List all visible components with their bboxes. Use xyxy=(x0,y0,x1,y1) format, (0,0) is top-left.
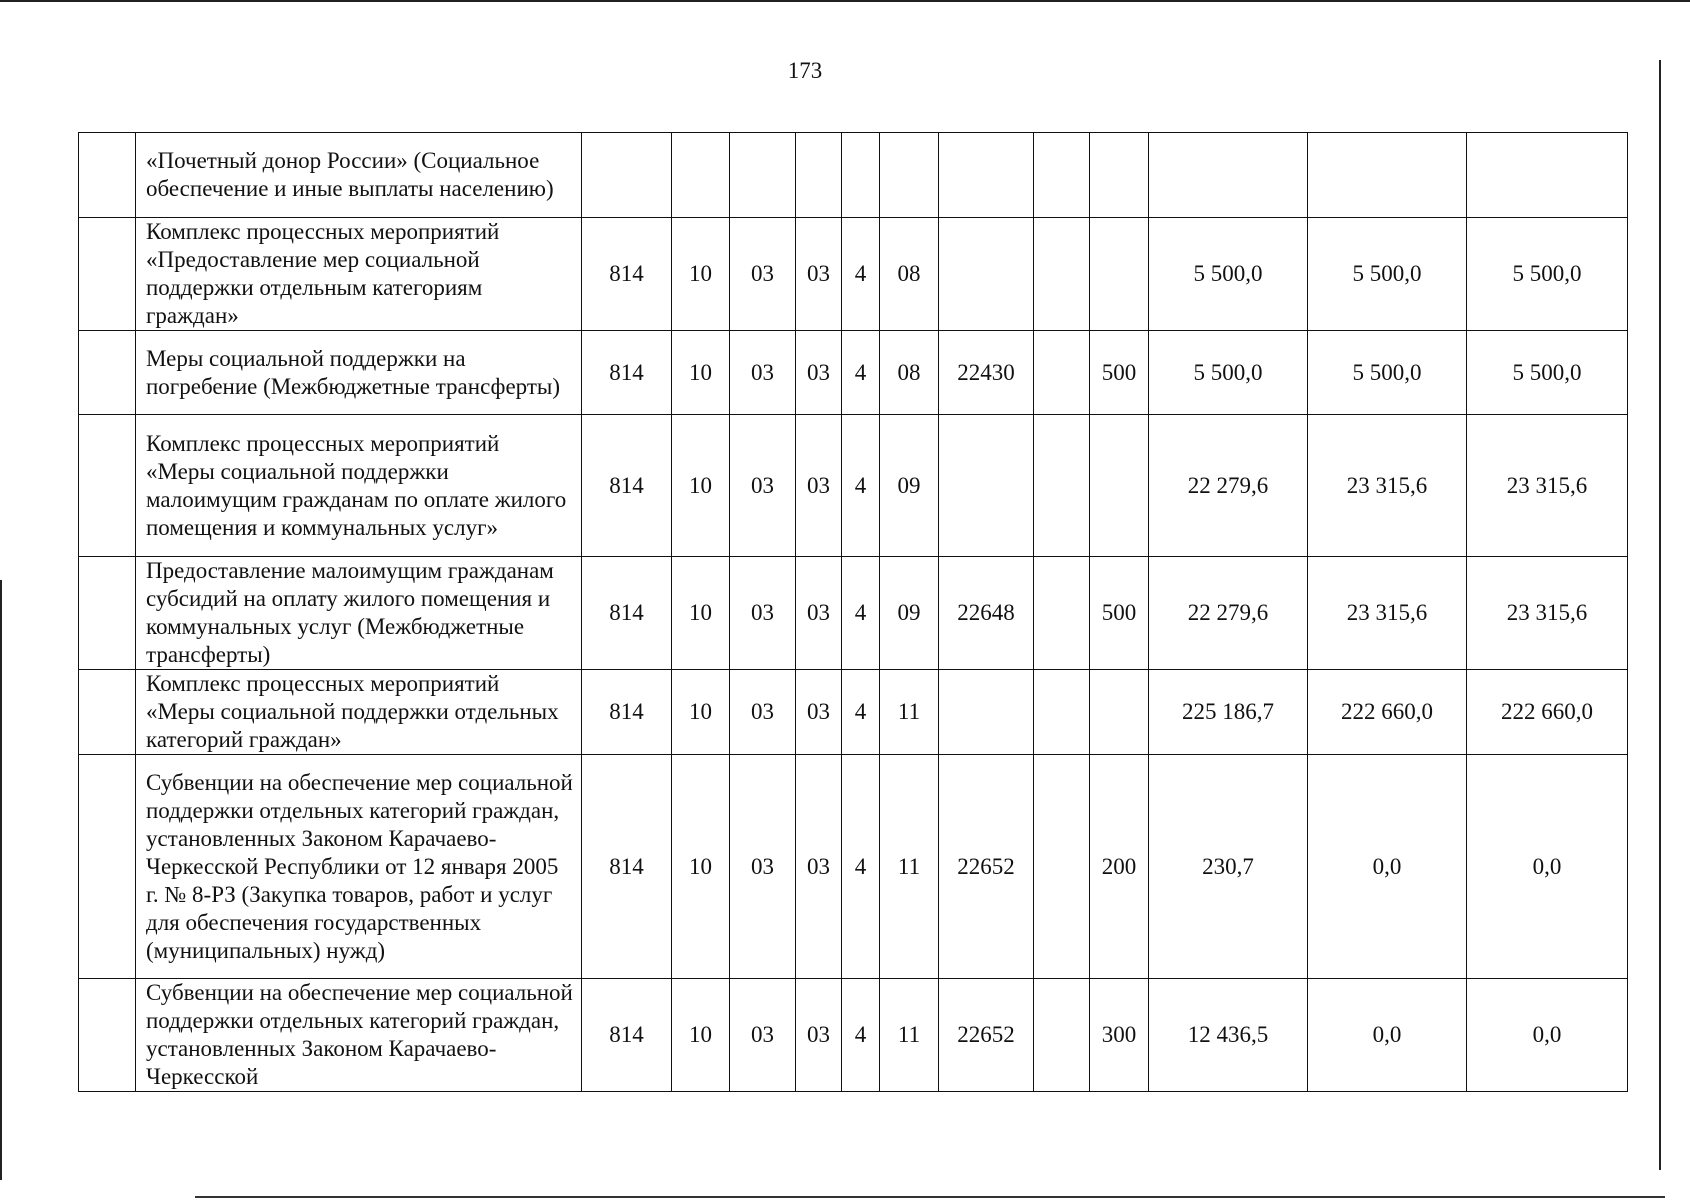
program-type-cell: 4 xyxy=(842,415,880,557)
gr-code-cell xyxy=(582,133,672,218)
amount-year2-cell: 222 660,0 xyxy=(1308,670,1467,755)
subprogram-cell: 08 xyxy=(880,218,939,331)
amount-year1-cell: 230,7 xyxy=(1149,755,1308,979)
row-number-cell xyxy=(79,133,136,218)
description-cell: Субвенции на обеспечение мер социальной поддержки отдельных категорий граждан, установленных Законом Карачаево-Черкесской xyxy=(136,979,582,1092)
description-cell: Субвенции на обеспечение мер социальной поддержки отдельных категорий граждан, установленных Законом Карачаево-Черкесской Республики от 12 января 2005 г. № 8-РЗ (Закупка товаров, работ и услуг для обеспечения государственных (муниципальных) нужд) xyxy=(136,755,582,979)
expense-type-cell: 300 xyxy=(1090,979,1149,1092)
scan-edge-left xyxy=(0,580,2,1180)
program-type-cell: 4 xyxy=(842,218,880,331)
direction-cell xyxy=(939,670,1034,755)
gr-code-cell: 814 xyxy=(582,331,672,415)
table-row xyxy=(79,415,1628,557)
gr-code-cell: 814 xyxy=(582,218,672,331)
table-row xyxy=(79,557,1628,670)
empty-code-cell xyxy=(1034,218,1090,331)
empty-code-cell xyxy=(1034,755,1090,979)
subprogram-cell: 09 xyxy=(880,557,939,670)
program-cell: 03 xyxy=(796,415,842,557)
subprogram-cell: 08 xyxy=(880,331,939,415)
program-cell: 03 xyxy=(796,218,842,331)
direction-cell: 22652 xyxy=(939,755,1034,979)
direction-cell xyxy=(939,218,1034,331)
amount-year2-cell: 0,0 xyxy=(1308,979,1467,1092)
section-cell: 10 xyxy=(672,331,730,415)
program-type-cell: 4 xyxy=(842,670,880,755)
table-row xyxy=(79,979,1628,1092)
expense-type-cell xyxy=(1090,133,1149,218)
amount-year3-cell: 0,0 xyxy=(1467,755,1628,979)
gr-code-cell: 814 xyxy=(582,415,672,557)
section-cell: 10 xyxy=(672,755,730,979)
amount-year3-cell xyxy=(1467,133,1628,218)
expense-type-cell: 500 xyxy=(1090,557,1149,670)
program-cell: 03 xyxy=(796,979,842,1092)
gr-code-cell: 814 xyxy=(582,755,672,979)
section-cell: 10 xyxy=(672,415,730,557)
subprogram-cell: 11 xyxy=(880,979,939,1092)
empty-code-cell xyxy=(1034,415,1090,557)
subprogram-cell: 09 xyxy=(880,415,939,557)
row-number-cell xyxy=(79,755,136,979)
program-type-cell: 4 xyxy=(842,557,880,670)
description-cell: Меры социальной поддержки на погребение (Межбюджетные трансферты) xyxy=(136,331,582,415)
row-number-cell xyxy=(79,415,136,557)
subsection-cell: 03 xyxy=(730,755,796,979)
empty-code-cell xyxy=(1034,557,1090,670)
subsection-cell: 03 xyxy=(730,218,796,331)
amount-year2-cell xyxy=(1308,133,1467,218)
direction-cell xyxy=(939,133,1034,218)
table-row xyxy=(79,755,1628,979)
expense-type-cell xyxy=(1090,415,1149,557)
program-cell: 03 xyxy=(796,670,842,755)
subsection-cell: 03 xyxy=(730,670,796,755)
expense-type-cell xyxy=(1090,218,1149,331)
amount-year1-cell xyxy=(1149,133,1308,218)
section-cell: 10 xyxy=(672,670,730,755)
subsection-cell: 03 xyxy=(730,557,796,670)
row-number-cell xyxy=(79,670,136,755)
direction-cell: 22430 xyxy=(939,331,1034,415)
direction-cell xyxy=(939,415,1034,557)
row-number-cell xyxy=(79,218,136,331)
expense-type-cell: 200 xyxy=(1090,755,1149,979)
amount-year1-cell: 5 500,0 xyxy=(1149,331,1308,415)
amount-year2-cell: 23 315,6 xyxy=(1308,415,1467,557)
description-cell: Комплекс процессных мероприятий «Предоставление мер социальной поддержки отдельным категориям граждан» xyxy=(136,218,582,331)
amount-year1-cell: 22 279,6 xyxy=(1149,415,1308,557)
program-type-cell: 4 xyxy=(842,331,880,415)
scan-edge-right xyxy=(1659,60,1661,1170)
amount-year1-cell: 225 186,7 xyxy=(1149,670,1308,755)
gr-code-cell: 814 xyxy=(582,670,672,755)
amount-year1-cell: 5 500,0 xyxy=(1149,218,1308,331)
amount-year1-cell: 22 279,6 xyxy=(1149,557,1308,670)
program-cell xyxy=(796,133,842,218)
subsection-cell: 03 xyxy=(730,979,796,1092)
description-cell: «Почетный донор России» (Социальное обеспечение и иные выплаты населению) xyxy=(136,133,582,218)
program-type-cell xyxy=(842,133,880,218)
amount-year3-cell: 23 315,6 xyxy=(1467,557,1628,670)
table-row xyxy=(79,670,1628,755)
row-number-cell xyxy=(79,331,136,415)
direction-cell: 22648 xyxy=(939,557,1034,670)
empty-code-cell xyxy=(1034,331,1090,415)
amount-year3-cell: 5 500,0 xyxy=(1467,218,1628,331)
page-number: 173 xyxy=(787,58,823,83)
amount-year3-cell: 222 660,0 xyxy=(1467,670,1628,755)
subsection-cell: 03 xyxy=(730,331,796,415)
description-cell: Комплекс процессных мероприятий «Меры социальной поддержки малоимущим гражданам по оплате жилого помещения и коммунальных услуг» xyxy=(136,415,582,557)
section-cell: 10 xyxy=(672,218,730,331)
amount-year3-cell: 5 500,0 xyxy=(1467,331,1628,415)
table-row xyxy=(79,133,1628,218)
amount-year2-cell: 23 315,6 xyxy=(1308,557,1467,670)
subsection-cell xyxy=(730,133,796,218)
scan-edge-top xyxy=(0,0,1690,2)
program-type-cell: 4 xyxy=(842,755,880,979)
subsection-cell: 03 xyxy=(730,415,796,557)
gr-code-cell: 814 xyxy=(582,979,672,1092)
program-type-cell: 4 xyxy=(842,979,880,1092)
program-cell: 03 xyxy=(796,557,842,670)
subprogram-cell: 11 xyxy=(880,755,939,979)
direction-cell: 22652 xyxy=(939,979,1034,1092)
description-cell: Комплекс процессных мероприятий «Меры социальной поддержки отдельных категорий граждан» xyxy=(136,670,582,755)
expense-type-cell: 500 xyxy=(1090,331,1149,415)
row-number-cell xyxy=(79,557,136,670)
expense-type-cell xyxy=(1090,670,1149,755)
scan-edge-bottom xyxy=(195,1196,1665,1198)
amount-year2-cell: 5 500,0 xyxy=(1308,218,1467,331)
program-cell: 03 xyxy=(796,755,842,979)
subprogram-cell: 11 xyxy=(880,670,939,755)
amount-year3-cell: 0,0 xyxy=(1467,979,1628,1092)
section-cell: 10 xyxy=(672,557,730,670)
amount-year2-cell: 0,0 xyxy=(1308,755,1467,979)
budget-table xyxy=(78,132,1628,1092)
amount-year1-cell: 12 436,5 xyxy=(1149,979,1308,1092)
amount-year2-cell: 5 500,0 xyxy=(1308,331,1467,415)
description-cell: Предоставление малоимущим гражданам субсидий на оплату жилого помещения и коммунальных услуг (Межбюджетные трансферты) xyxy=(136,557,582,670)
table-row xyxy=(79,331,1628,415)
amount-year3-cell: 23 315,6 xyxy=(1467,415,1628,557)
section-cell xyxy=(672,133,730,218)
table-row xyxy=(79,218,1628,331)
empty-code-cell xyxy=(1034,979,1090,1092)
section-cell: 10 xyxy=(672,979,730,1092)
gr-code-cell: 814 xyxy=(582,557,672,670)
program-cell: 03 xyxy=(796,331,842,415)
row-number-cell xyxy=(79,979,136,1092)
empty-code-cell xyxy=(1034,670,1090,755)
subprogram-cell xyxy=(880,133,939,218)
empty-code-cell xyxy=(1034,133,1090,218)
